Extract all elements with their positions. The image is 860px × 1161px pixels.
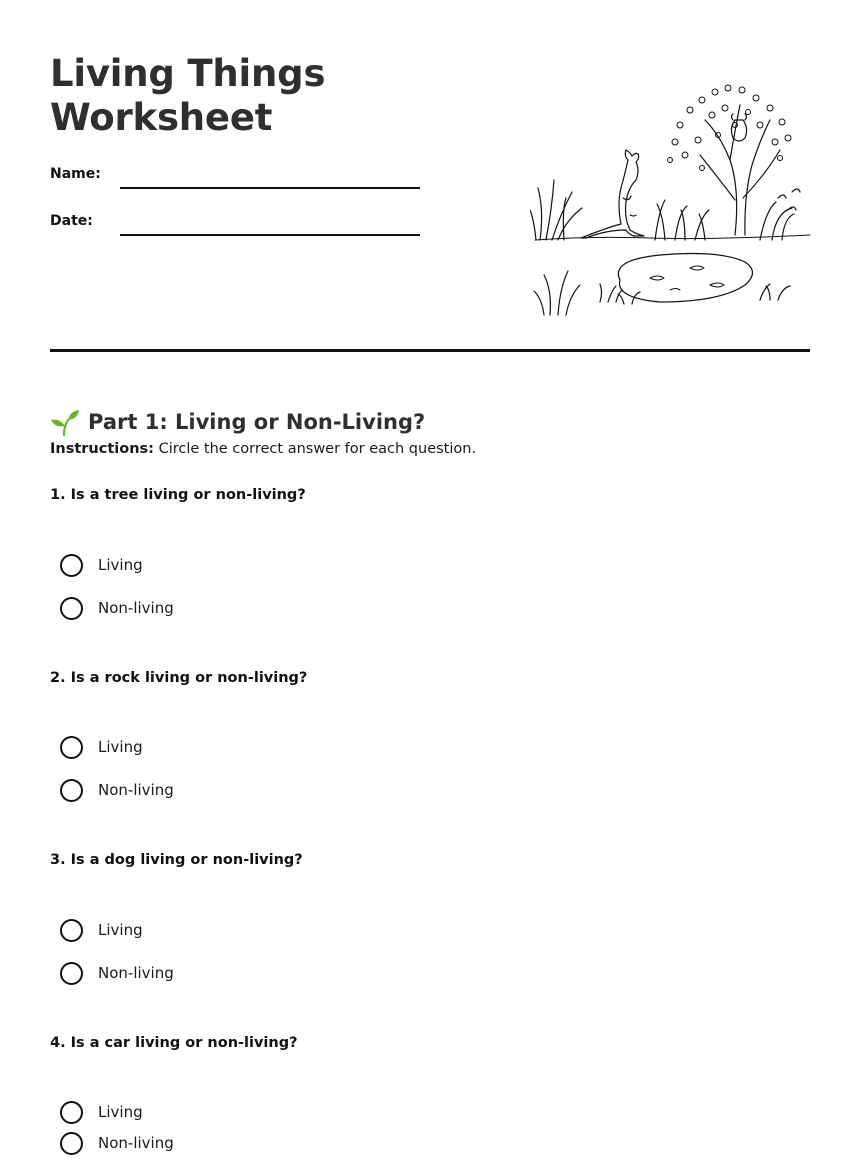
q2-option-non-living[interactable] (60, 778, 174, 802)
q4-option-living[interactable] (60, 1100, 143, 1124)
q3-option-non-living[interactable] (60, 961, 174, 985)
question-1: 1. Is a tree living or non-living? (50, 487, 306, 503)
option-label: Living (98, 556, 143, 574)
q1-option-non-living[interactable] (60, 596, 174, 620)
radio-circle[interactable] (60, 554, 83, 577)
radio-circle[interactable] (60, 597, 83, 620)
radio-circle[interactable] (60, 1101, 83, 1124)
option-label: Living (98, 1103, 143, 1121)
part1-title: Part 1: Living or Non-Living? (88, 410, 426, 435)
question-4: 4. Is a car living or non-living? (50, 1035, 298, 1051)
date-field[interactable] (50, 213, 430, 243)
instructions-label: Instructions: (50, 441, 154, 457)
date-label: Date: (50, 213, 93, 229)
date-line[interactable] (120, 234, 420, 236)
radio-circle[interactable] (60, 736, 83, 759)
radio-circle[interactable] (60, 962, 83, 985)
option-label: Non-living (98, 781, 174, 799)
question-3: 3. Is a dog living or non-living? (50, 852, 303, 868)
seedling-icon (50, 408, 80, 436)
page-title (50, 52, 325, 140)
name-line[interactable] (120, 187, 420, 189)
section-divider (50, 349, 810, 352)
part1-heading (50, 405, 425, 439)
q2-option-living[interactable] (60, 735, 143, 759)
question-2: 2. Is a rock living or non-living? (50, 670, 308, 686)
option-label: Non-living (98, 599, 174, 617)
option-label: Non-living (98, 1134, 174, 1152)
instructions (50, 441, 476, 457)
q3-option-living[interactable] (60, 918, 143, 942)
option-label: Non-living (98, 964, 174, 982)
radio-circle[interactable] (60, 919, 83, 942)
option-label: Living (98, 921, 143, 939)
radio-circle[interactable] (60, 1132, 83, 1155)
name-field[interactable] (50, 166, 430, 196)
q4-option-non-living[interactable] (60, 1131, 174, 1155)
name-label: Name: (50, 166, 101, 182)
radio-circle[interactable] (60, 779, 83, 802)
kangaroo-tree-pond-illustration (530, 80, 815, 325)
option-label: Living (98, 738, 143, 756)
title-line-2: Worksheet (50, 96, 273, 139)
title-line-1: Living Things (50, 52, 326, 95)
instructions-text: Circle the correct answer for each question. (153, 441, 477, 457)
q1-option-living[interactable] (60, 553, 143, 577)
